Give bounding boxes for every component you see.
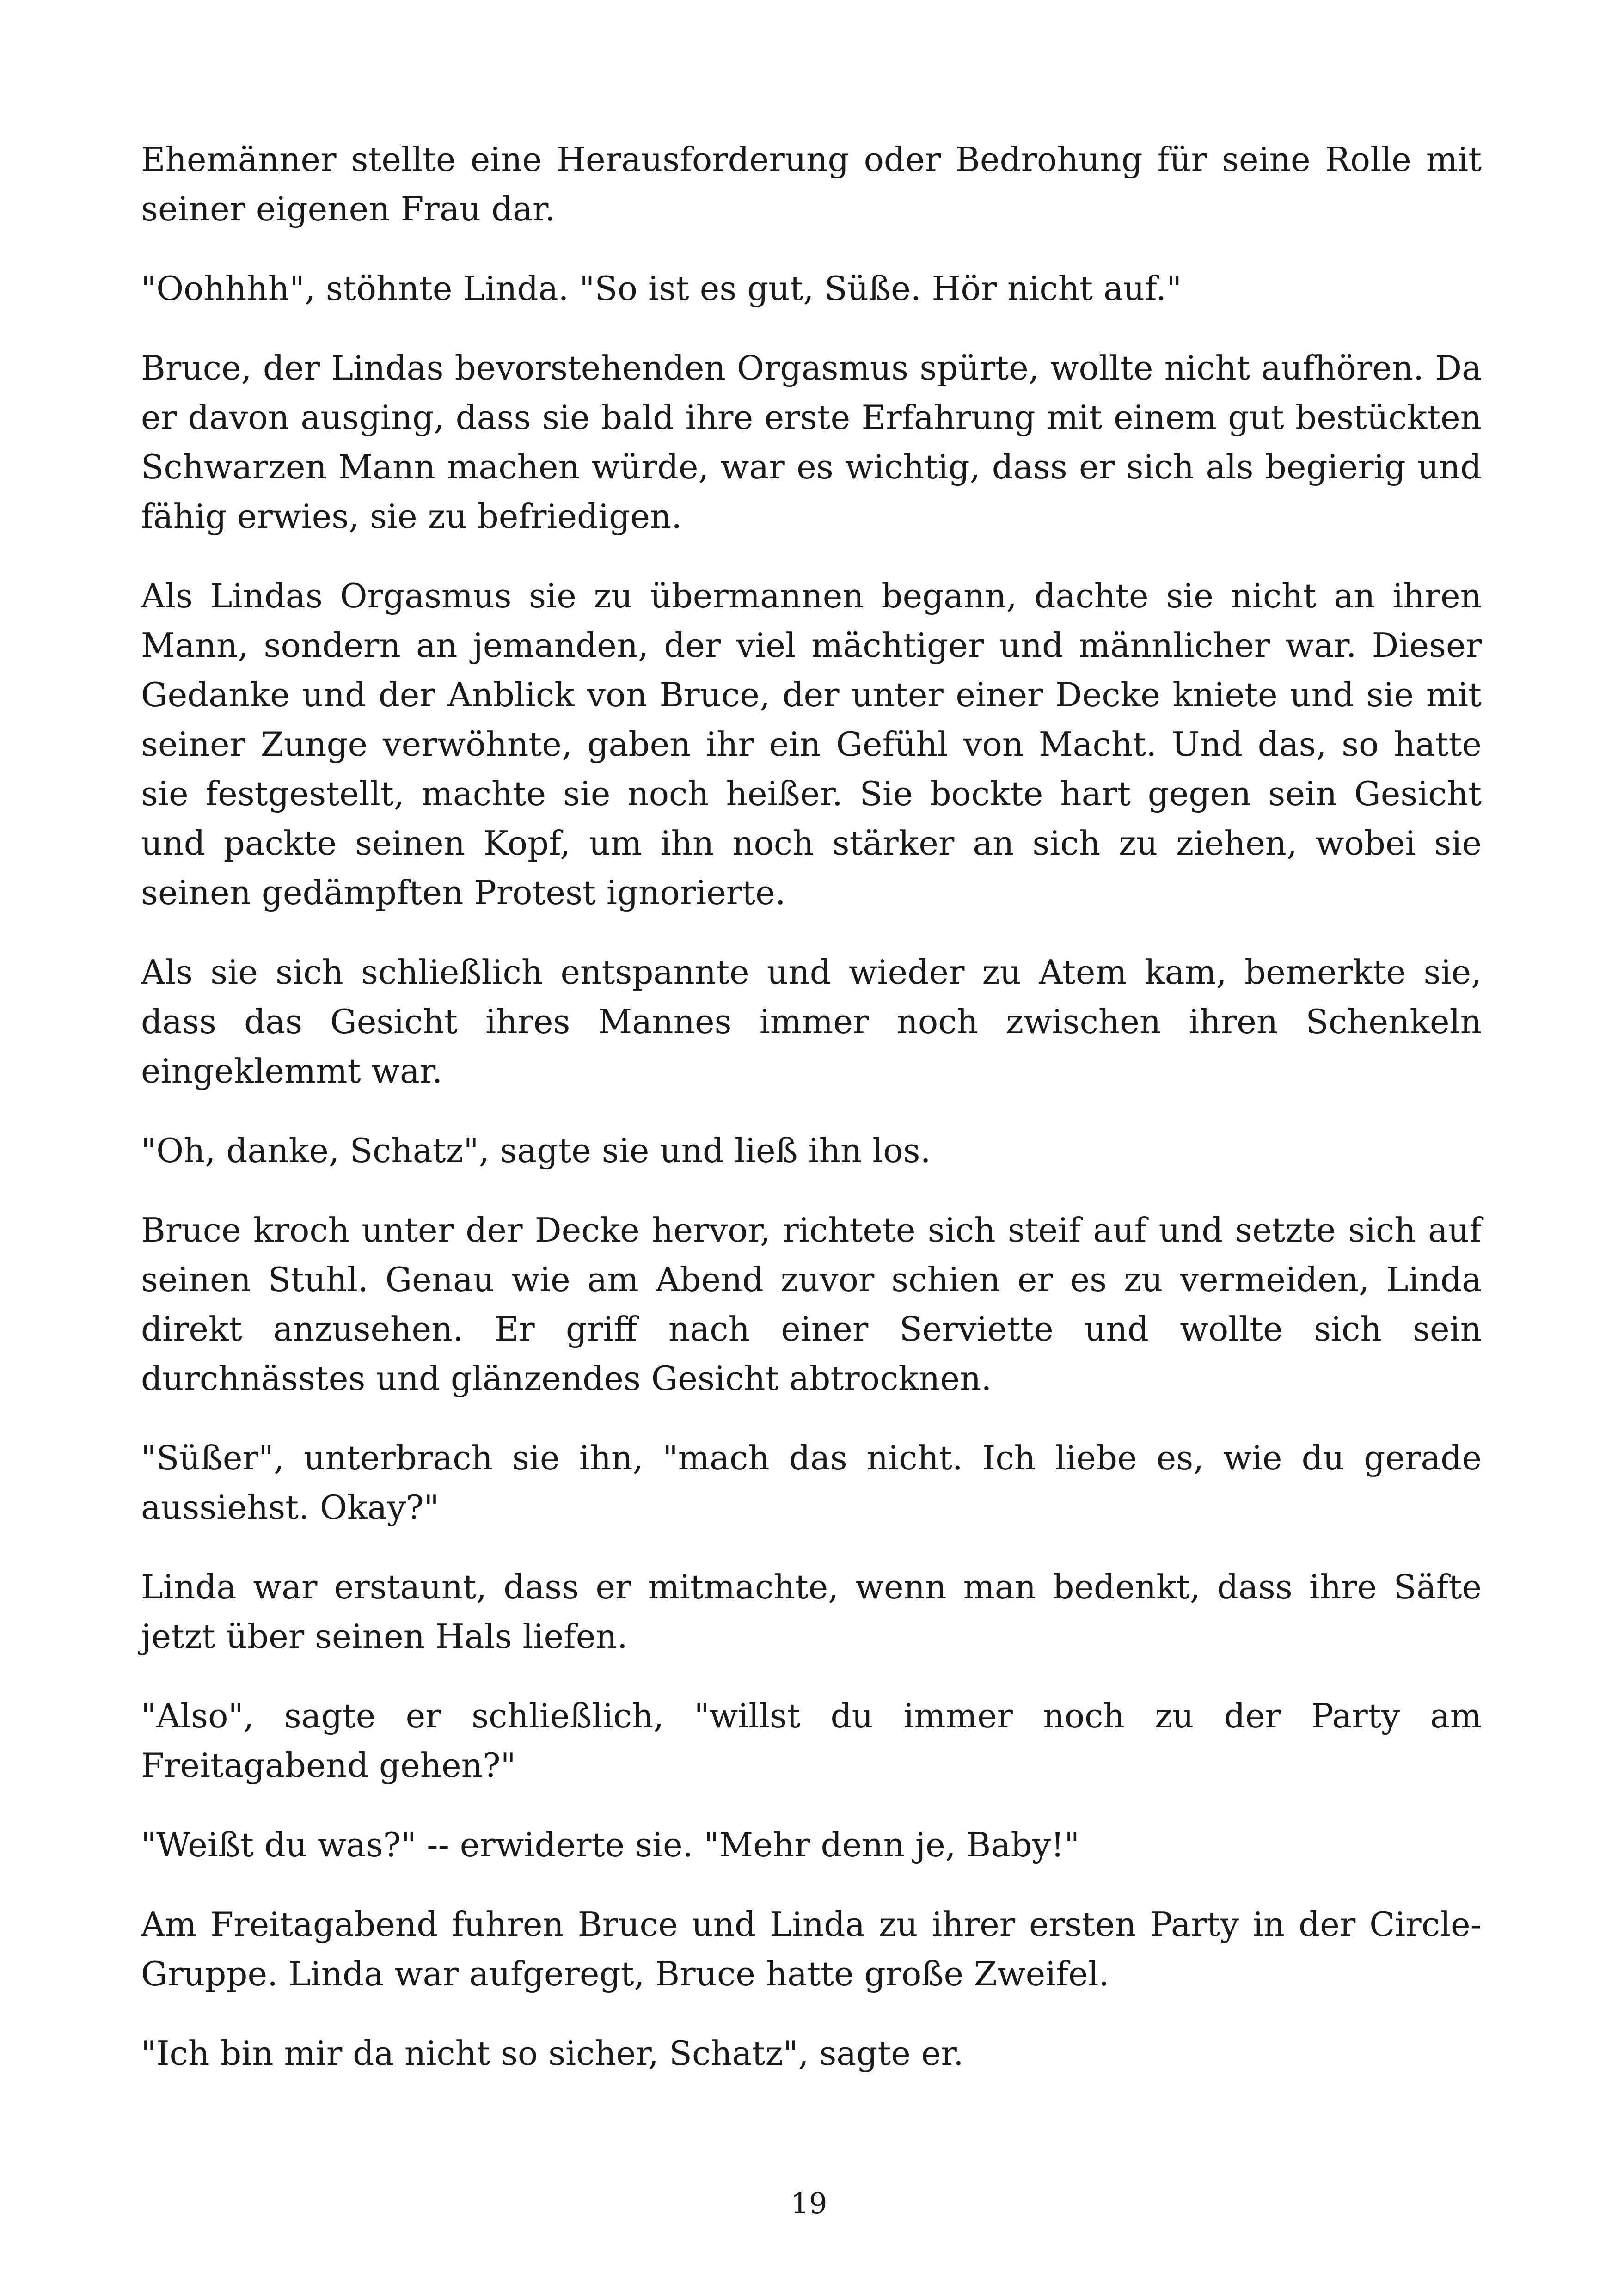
paragraph-12: Am Freitagabend fuhren Bruce und Linda zu ihrer ersten Party in der Circle-Gruppe. Linda war aufgeregt, Bruce hatte große Zweifel. [141, 1905, 1482, 1993]
paragraph-10: "Also", sagte er schließlich, "willst du immer noch zu der Party am Freitagabend gehen?" [141, 1696, 1482, 1785]
paragraph-3: Bruce, der Lindas bevorstehenden Orgasmus spürte, wollte nicht aufhören. Da er davon ausging, dass sie bald ihre erste Erfahrung mit einem gut bestückten Schwarzen Mann machen würde, war es wichtig, dass er sich als begierig und fähig erwies, sie zu befriedigen. [141, 349, 1482, 536]
body-text [141, 135, 1482, 2108]
paragraph-4: Als Lindas Orgasmus sie zu übermannen begann, dachte sie nicht an ihren Mann, sondern an jemanden, der viel mächtiger und männlicher war. Dieser Gedanke und der Anblick von Bruce, der unter einer Decke kniete und sie mit seiner Zunge verwöhnte, gaben ihr ein Gefühl von Macht. Und das, so hatte sie festgestellt, machte sie noch heißer. Sie bockte hart gegen sein Gesicht und packte seinen Kopf, um ihn noch stärker an sich zu ziehen, wobei sie seinen gedämpften Protest ignorierte. [141, 576, 1482, 912]
paragraph-6: "Oh, danke, Schatz", sagte sie und ließ ihn los. [141, 1131, 931, 1170]
paragraph-7: Bruce kroch unter der Decke hervor, richtete sich steif auf und setzte sich auf seinen Stuhl. Genau wie am Abend zuvor schien er es zu vermeiden, Linda direkt anzusehen. Er griff nach einer Serviette und wollte sich sein durchnässtes und glänzendes Gesicht abtrocknen. [141, 1211, 1482, 1398]
page-number: 19 [791, 2186, 827, 2220]
paragraph-8: "Süßer", unterbrach sie ihn, "mach das nicht. Ich liebe es, wie du gerade aussiehst. Okay?" [141, 1439, 1482, 1527]
paragraph-1: Ehemänner stellte eine Herausforderung oder Bedrohung für seine Rolle mit seiner eigenen Frau dar. [141, 140, 1482, 228]
paragraph-13: "Ich bin mir da nicht so sicher, Schatz", sagte er. [141, 2034, 964, 2073]
paragraph-5: Als sie sich schließlich entspannte und wieder zu Atem kam, bemerkte sie, dass das Gesicht ihres Mannes immer noch zwischen ihren Schenkeln eingeklemmt war. [141, 953, 1482, 1090]
paragraph-9: Linda war erstaunt, dass er mitmachte, wenn man bedenkt, dass ihre Säfte jetzt über seinen Hals liefen. [141, 1567, 1482, 1656]
paragraph-2: "Oohhhh", stöhnte Linda. "So ist es gut, Süße. Hör nicht auf." [141, 269, 1182, 308]
paragraph-11: "Weißt du was?" -- erwiderte sie. "Mehr denn je, Baby!" [141, 1825, 1080, 1864]
